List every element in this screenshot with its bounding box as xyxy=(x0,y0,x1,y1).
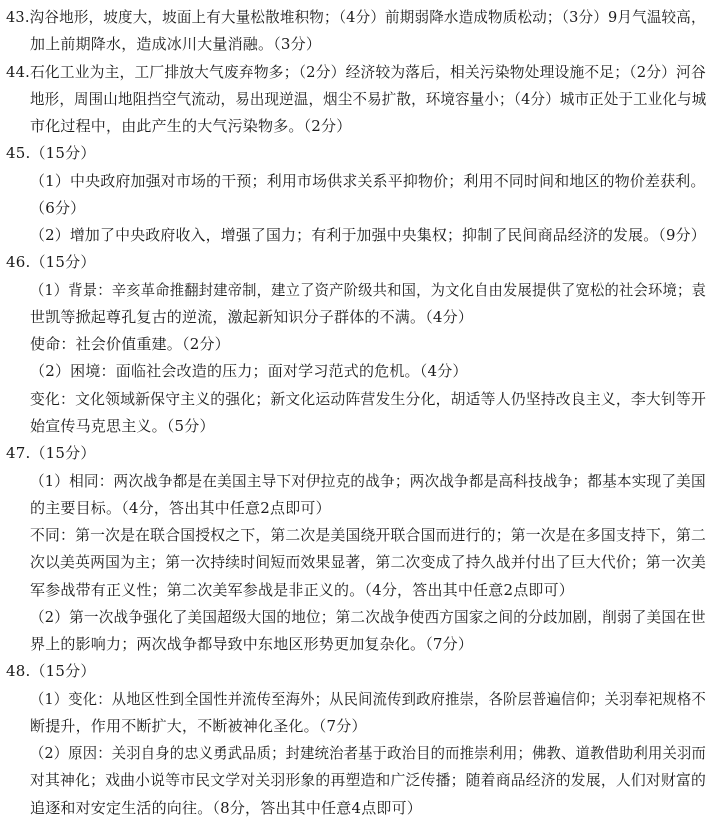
q45-header: 45.（15分） xyxy=(6,144,96,163)
q47-part1-line-1: （1）相同：两次战争都是在美国主导下对伊拉克的战争；两次战争都是高科技战争；都基本实现了美国 xyxy=(30,471,706,490)
q46-part1-line-1: （1）背景：辛亥革命推翻封建帝制，建立了资产阶级共和国，为文化自由发展提供了宽松的社会环境；袁 xyxy=(30,280,706,299)
q48-part2-line-3: 追逐和对安定生活的向往。（8分，答出其中任意4点即可） xyxy=(30,798,422,817)
q44-line-3: 市化过程中，由此产生的大气污染物多。（2分） xyxy=(30,117,352,136)
q45-part2-line-1: （2）增加了中央政府收入，增强了国力；有利于加强中央集权；抑制了民间商品经济的发展。（9分） xyxy=(30,226,706,245)
q47-part2-line-1: （2）第一次战争强化了美国超级大国的地位；第二次战争使西方国家之间的分歧加剧，削弱了美国在世 xyxy=(30,607,706,626)
q46-header: 46.（15分） xyxy=(6,253,96,272)
q47-part2-line-2: 界上的影响力；两次战争都导致中东地区形势更加复杂化。（7分） xyxy=(30,635,474,654)
q47-header: 47.（15分） xyxy=(6,444,96,463)
q47-part1-line-5: 军参战带有正义性；第二次美军参战是非正义的。（4分，答出其中任意2点即可） xyxy=(30,580,574,599)
q47-part1-line-3: 不同：第一次是在联合国授权之下，第二次是美国绕开联合国而进行的；第一次是在多国支持下，第二 xyxy=(30,526,707,545)
q47-part1-line-4: 次以美英两国为主；第一次持续时间短而效果显著，第二次变成了持久战并付出了巨大代价；第一次美 xyxy=(30,553,707,572)
q48-part1-line-2: 断提升，作用不断扩大，不断被神化圣化。（7分） xyxy=(30,716,367,735)
q45-part1-line-2: （6分） xyxy=(30,198,86,217)
q48-part2-line-2: 对其神化；戏曲小说等市民文学对关羽形象的再塑造和广泛传播；随着商品经济的发展，人们对财富的 xyxy=(30,771,707,790)
q43-line-2: 加上前期降水，造成冰川大量消融。（3分） xyxy=(30,35,322,54)
q46-part2-line-1: （2）困境：面临社会改造的压力；面对学习范式的危机。（4分） xyxy=(30,362,468,381)
q48-part2-line-1: （2）原因：关羽自身的忠义勇武品质；封建统治者基于政治目的而推崇利用；佛教、道教借助利用关羽而 xyxy=(30,744,706,763)
q45-part1-line-1: （1）中央政府加强对市场的干预；利用市场供求关系平抑物价；利用不同时间和地区的物价差获利。 xyxy=(30,171,706,190)
q46-part2-line-3: 始宣传马克思主义。（5分） xyxy=(30,417,215,435)
q46-part1-line-2: 世凯等掀起尊孔复古的逆流，激起新知识分子群体的不满。（4分） xyxy=(30,307,474,326)
q48-header: 48.（15分） xyxy=(6,662,96,681)
q43-line-1: 43.沟谷地形，坡度大，坡面上有大量松散堆积物；（4分）前期弱降水造成物质松动；（3分）9月气温较高， xyxy=(6,8,706,26)
q44-line-1: 44.石化工业为主，工厂排放大气废弃物多；（2分）经济较为落后，相关污染物处理设施不足；（2分）河谷 xyxy=(6,62,706,81)
q44-line-2: 地形，周围山地阻挡空气流动，易出现逆温，烟尘不易扩散，环境容量小；（4分）城市正处于工业化与城 xyxy=(30,89,707,108)
q46-part1-line-3: 使命：社会价值重建。（2分） xyxy=(30,335,230,354)
q46-part2-line-2: 变化：文化领域新保守主义的强化；新文化运动阵营发生分化，胡适等人仍坚持改良主义，李大钊等开 xyxy=(30,389,707,408)
q48-part1-line-1: （1）变化：从地区性到全国性并流传至海外；从民间流传到政府推崇，各阶层普遍信仰；关羽奉祀规格不 xyxy=(30,689,706,708)
q47-part1-line-2: 的主要目标。（4分，答出其中任意2点即可） xyxy=(30,498,331,517)
